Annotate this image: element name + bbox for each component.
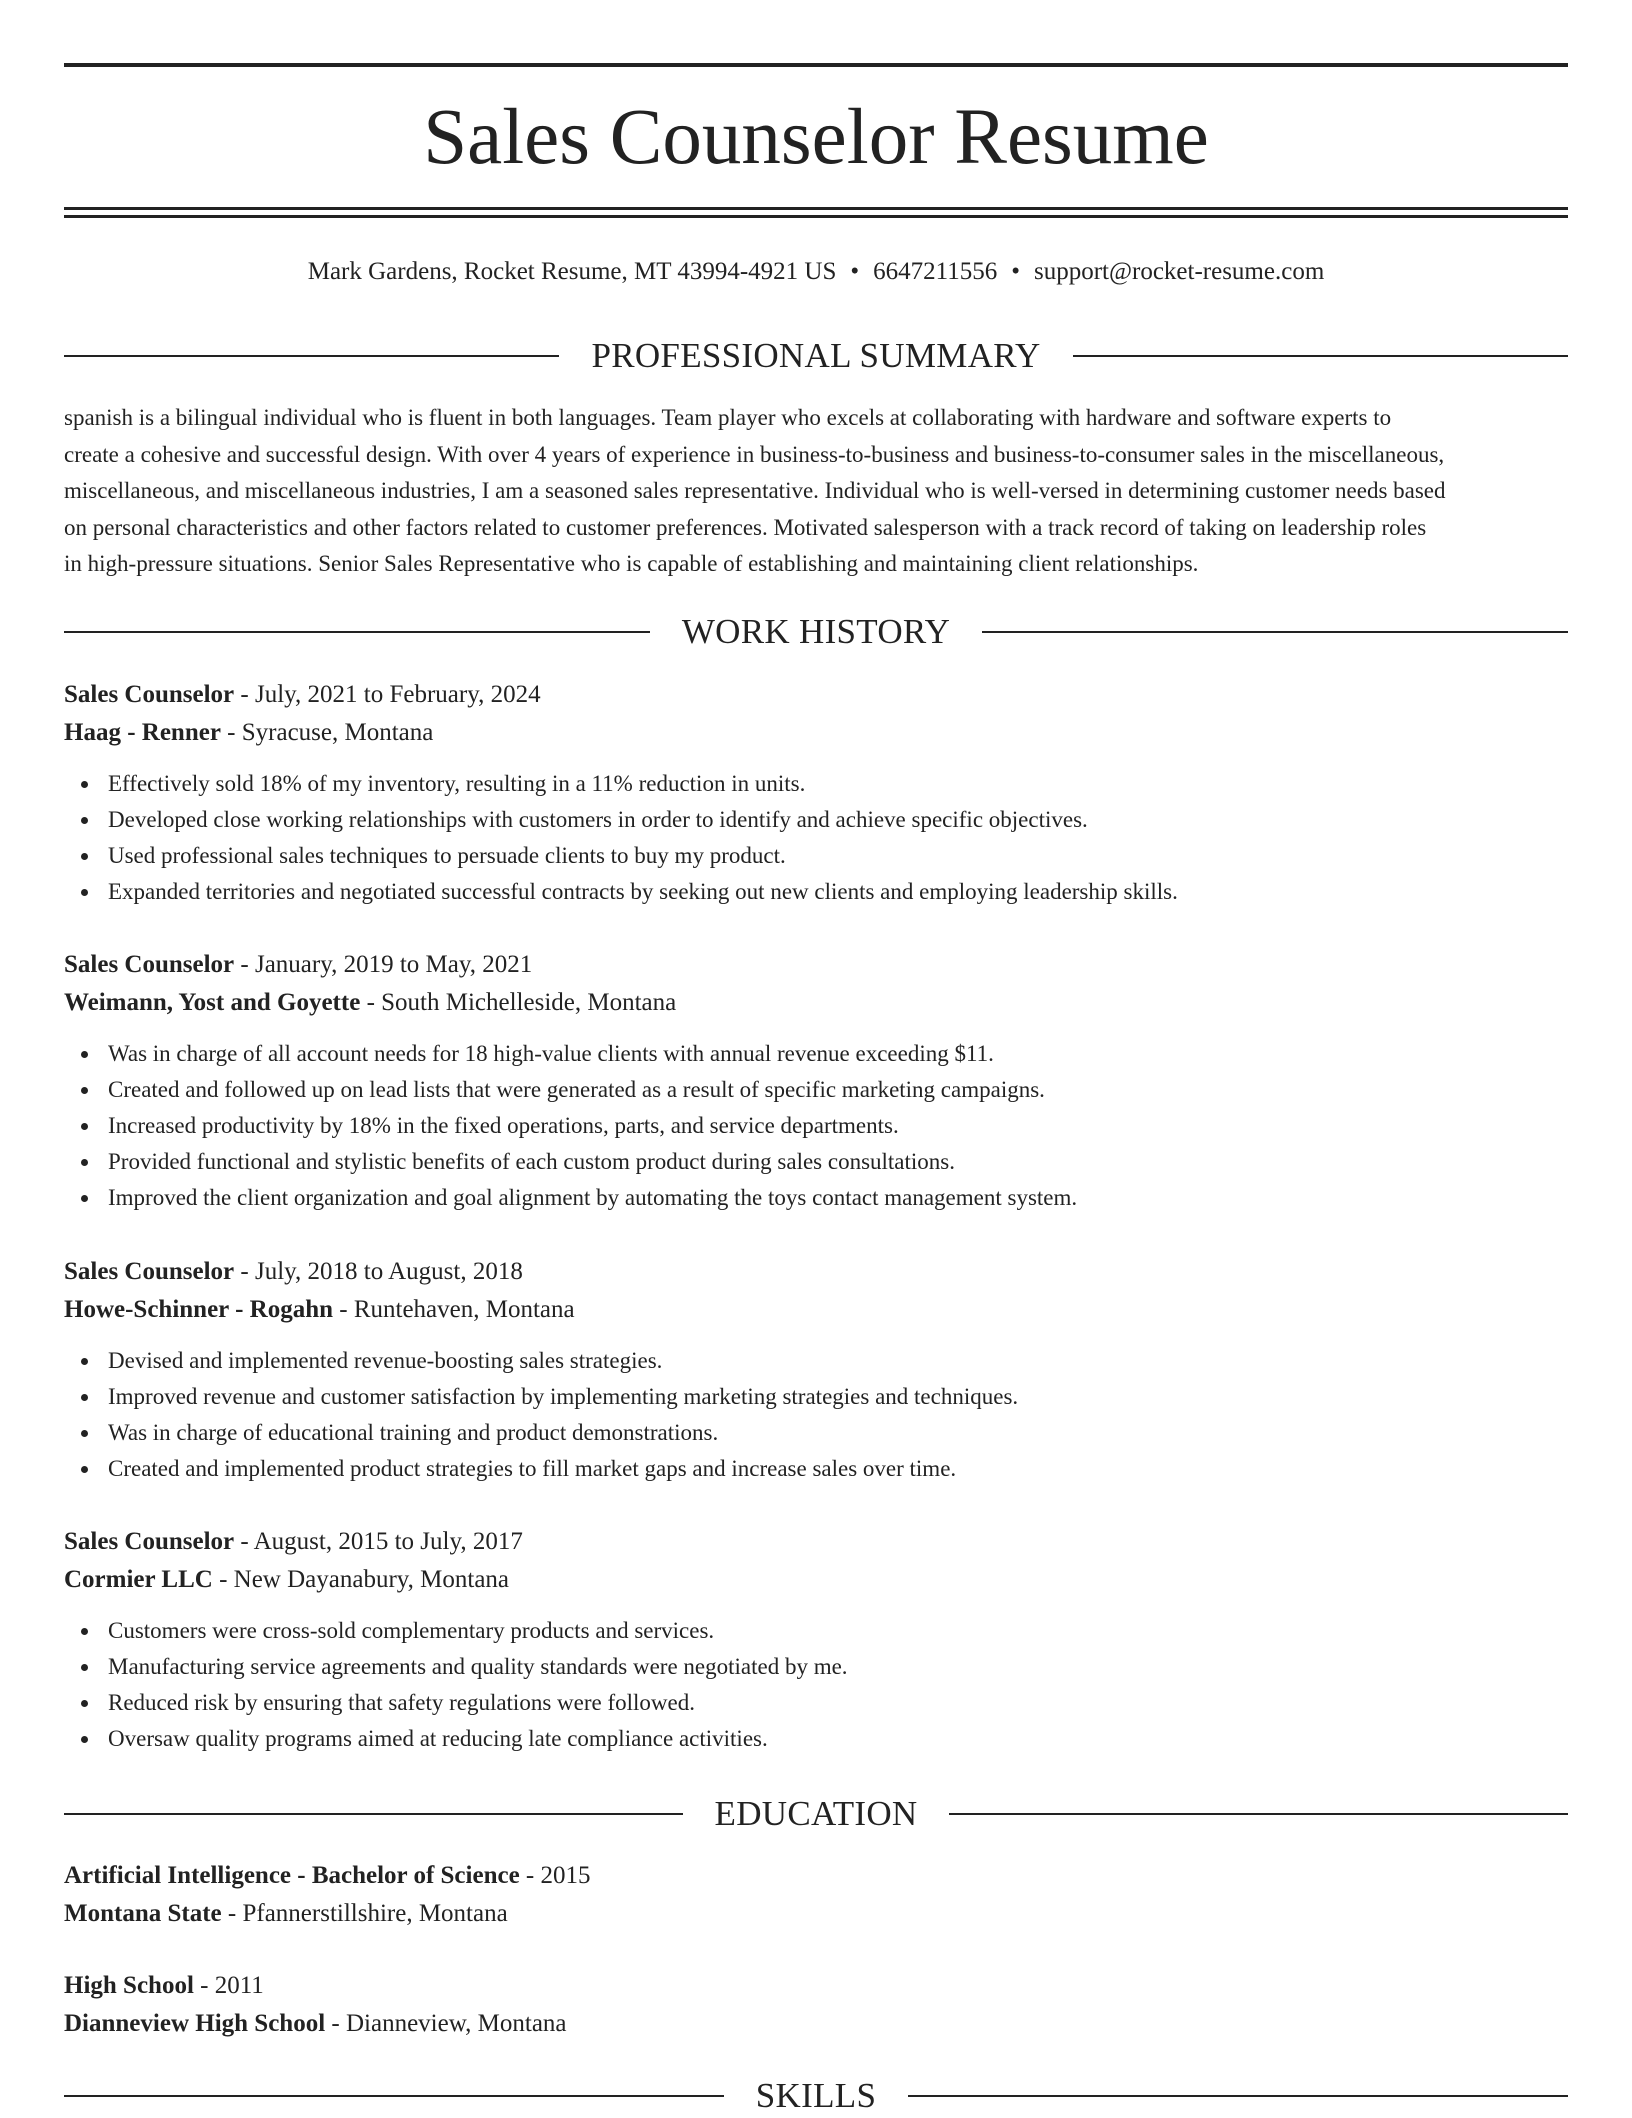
job-role-line [64, 1253, 1568, 1291]
job-company-line [64, 714, 1568, 752]
contact-phone: 6647211556 [873, 258, 998, 285]
education-school: Montana State [64, 1900, 222, 1927]
job-bullet: Manufacturing service agreements and quality standards were negotiated by me. [108, 1649, 1568, 1685]
summary-text [64, 400, 1568, 583]
job-role-line [64, 676, 1568, 714]
job-dates: - July, 2021 to February, 2024 [234, 681, 541, 708]
education-school: Dianneview High School [64, 2010, 326, 2037]
top-rule [64, 63, 1568, 67]
section-header-summary [64, 334, 1568, 378]
job-bullet: Improved revenue and customer satisfaction by implementing marketing strategies and techniques. [108, 1379, 1568, 1415]
job-title: Sales Counselor [64, 951, 235, 978]
job-bullet: Used professional sales techniques to persuade clients to buy my product. [108, 838, 1568, 874]
job-company-line [64, 984, 1568, 1022]
job-title: Sales Counselor [64, 1258, 235, 1285]
job-role-line [64, 946, 1568, 984]
contact-email: support@rocket-resume.com [1033, 258, 1325, 285]
job-bullet: Reduced risk by ensuring that safety regulations were followed. [108, 1685, 1568, 1721]
education-entry [64, 1967, 1568, 2043]
job-title: Sales Counselor [64, 681, 235, 708]
job-company-line [64, 1291, 1568, 1329]
education-degree: High School [64, 1972, 194, 1999]
education-entry [64, 1857, 1568, 1933]
summary-line: in high-pressure situations. Senior Sales Representative who is capable of establishing and maintaining client relationships. [64, 551, 1199, 576]
job-company: Weimann, Yost and Goyette [64, 989, 361, 1016]
job-title: Sales Counselor [64, 1528, 235, 1555]
title-rule-lower [64, 215, 1568, 218]
contact-separator: • [850, 258, 860, 285]
job-bullets [64, 1343, 1568, 1487]
education-degree-line [64, 1857, 1568, 1895]
job-bullet: Customers were cross-sold complementary products and services. [108, 1613, 1568, 1649]
section-title-work: WORK HISTORY [681, 612, 951, 651]
job-bullet: Effectively sold 18% of my inventory, resulting in a 11% reduction in units. [108, 766, 1568, 802]
education-location: - Pfannerstillshire, Montana [221, 1900, 508, 1927]
job-dates: - July, 2018 to August, 2018 [234, 1258, 523, 1285]
job-bullet: Oversaw quality programs aimed at reducing late compliance activities. [108, 1721, 1568, 1757]
section-title-skills: SKILLS [755, 2076, 877, 2115]
section-title-summary: PROFESSIONAL SUMMARY [591, 336, 1041, 375]
job-bullets [64, 1036, 1568, 1216]
job-location: - New Dayanabury, Montana [212, 1566, 510, 1593]
education-degree: Artificial Intelligence - Bachelor of Science [64, 1862, 520, 1889]
education-location: - Dianneview, Montana [325, 2010, 567, 2037]
job-entry [64, 946, 1568, 1216]
job-bullet: Was in charge of educational training and product demonstrations. [108, 1415, 1568, 1451]
job-bullet: Devised and implemented revenue-boosting sales strategies. [108, 1343, 1568, 1379]
section-title-education: EDUCATION [714, 1794, 918, 1833]
job-company: Haag - Renner [64, 719, 221, 746]
contact-line [64, 256, 1568, 288]
job-bullet: Was in charge of all account needs for 18 high-value clients with annual revenue exceeding $11. [108, 1036, 1568, 1072]
job-company: Howe-Schinner - Rogahn [64, 1296, 334, 1323]
title-rule-upper [64, 207, 1568, 210]
education-school-line [64, 1895, 1568, 1933]
job-bullet: Provided functional and stylistic benefits of each custom product during sales consultations. [108, 1144, 1568, 1180]
section-rule-left [64, 1813, 683, 1815]
section-header-skills [64, 2074, 1568, 2118]
section-rule-left [64, 355, 559, 357]
section-rule-right [982, 631, 1568, 633]
education-degree-line [64, 1967, 1568, 2005]
section-rule-right [908, 2095, 1568, 2097]
summary-line: spanish is a bilingual individual who is fluent in both languages. Team player who excels at collaborating with hardware and software experts to [64, 405, 1392, 430]
section-rule-left [64, 631, 650, 633]
job-bullet: Improved the client organization and goal alignment by automating the toys contact management system. [108, 1180, 1568, 1216]
job-bullet: Expanded territories and negotiated successful contracts by seeking out new clients and employing leadership skills. [108, 874, 1568, 910]
summary-line: create a cohesive and successful design. With over 4 years of experience in business-to-business and business-to-consumer sales in the miscellaneous, [64, 441, 1445, 467]
job-location: - Runtehaven, Montana [333, 1296, 575, 1323]
section-header-education [64, 1792, 1568, 1836]
page-title: Sales Counselor Resume [423, 94, 1209, 181]
job-dates: - August, 2015 to July, 2017 [234, 1528, 523, 1555]
job-bullets [64, 766, 1568, 910]
job-entry [64, 1523, 1568, 1757]
job-company-line [64, 1561, 1568, 1599]
section-header-work [64, 610, 1568, 654]
job-entry [64, 676, 1568, 910]
job-entry [64, 1253, 1568, 1487]
contact-address: Mark Gardens, Rocket Resume, MT 43994-4921 US [307, 258, 837, 285]
job-company: Cormier LLC [64, 1566, 213, 1593]
section-rule-right [1073, 355, 1568, 357]
job-location: - Syracuse, Montana [220, 719, 434, 746]
section-rule-right [949, 1813, 1568, 1815]
job-bullet: Developed close working relationships with customers in order to identify and achieve specific objectives. [108, 802, 1568, 838]
contact-separator: • [1011, 258, 1020, 285]
summary-line: miscellaneous, and miscellaneous industries, I am a seasoned sales representative. Individual who is well-versed in determining customer needs based [64, 478, 1446, 503]
education-year: - 2011 [193, 1972, 264, 1999]
job-bullet: Increased productivity by 18% in the fixed operations, parts, and service departments. [108, 1108, 1568, 1144]
job-dates: - January, 2019 to May, 2021 [234, 951, 533, 978]
job-bullets [64, 1613, 1568, 1757]
education-school-line [64, 2005, 1568, 2043]
section-rule-left [64, 2095, 724, 2097]
job-location: - South Michelleside, Montana [360, 989, 677, 1016]
job-bullet: Created and implemented product strategies to fill market gaps and increase sales over time. [108, 1451, 1568, 1487]
education-year: - 2015 [519, 1862, 591, 1889]
job-bullet: Created and followed up on lead lists that were generated as a result of specific marketing campaigns. [108, 1072, 1568, 1108]
summary-line: on personal characteristics and other factors related to customer preferences. Motivated salesperson with a track record of taking on leadership roles [64, 514, 1427, 540]
job-role-line [64, 1523, 1568, 1561]
